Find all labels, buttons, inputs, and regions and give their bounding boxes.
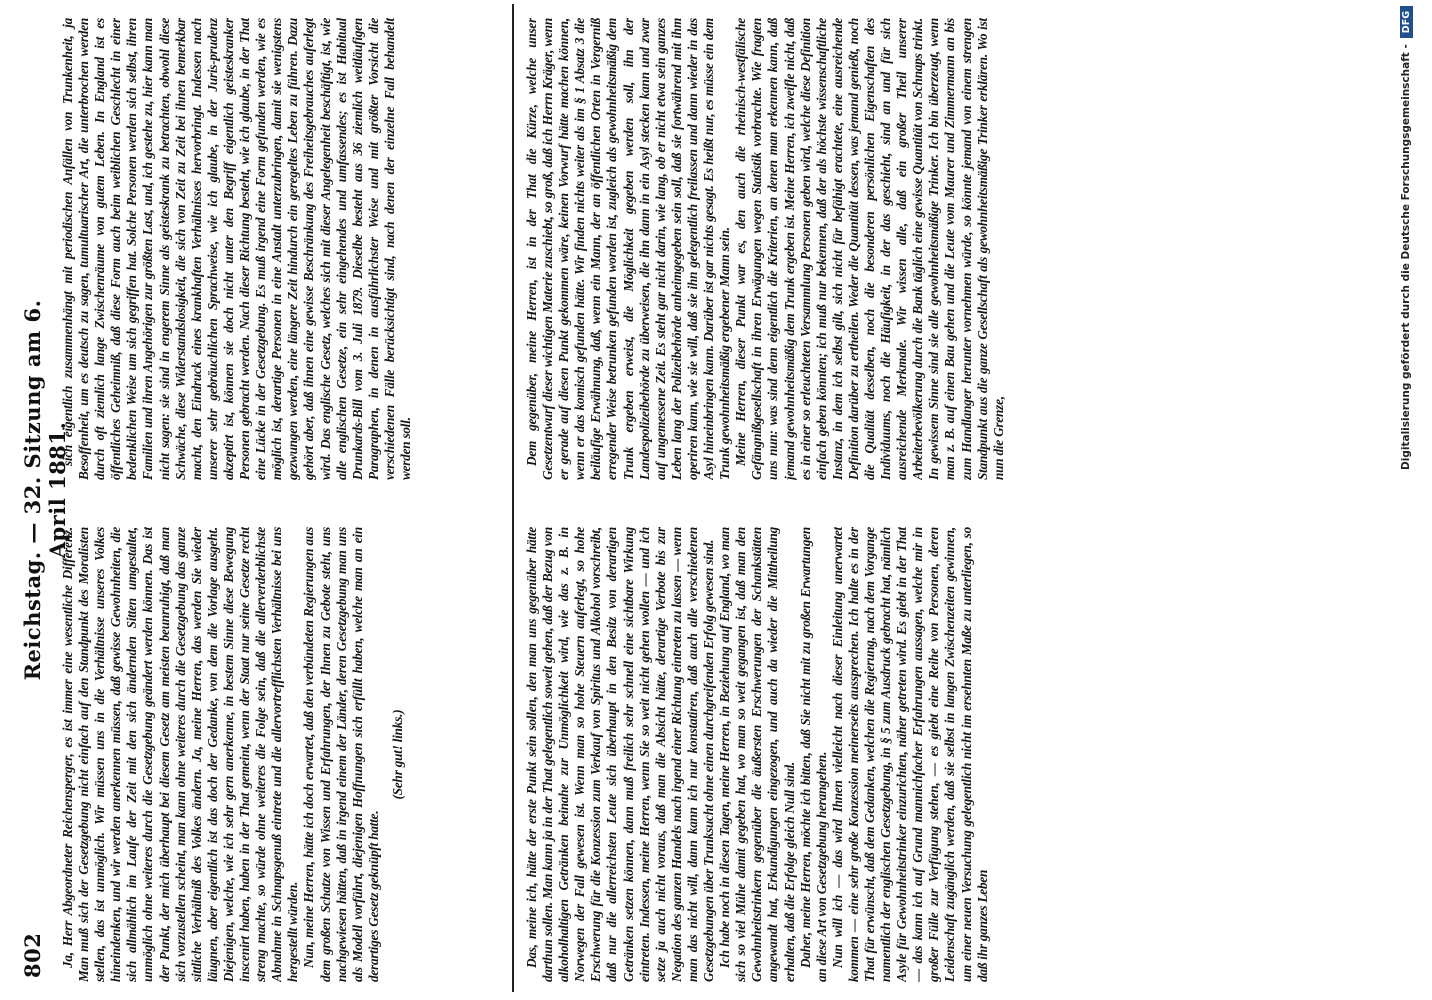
page-title: Reichstag. — 32. Sitzung am 6. April 1881. [20,299,70,681]
column-right-top [60,18,508,480]
page-header [8,10,70,990]
paragraph: Meine Herren, dieser Punkt war es, den auch die rheinisch-westfälische Gefängnißgesellschaft in ihren Erwägungen wegen Statistik vorbrachte. Wie fragten uns nun: was sind denn eigentlich die Kriterien, an denen man erkennen kann, daß jemand gewohnheitsmäßig dem Trunk ergeben ist. Meine Herren, ich zweifle nicht, daß es in einer so erleuchteten Versammlung Personen geben wird, welche diese Definition einfach geben könnten; ich muß nur bekennen, daß der als höchste wissenschaftliche Instanz, in dem ich selbst gilt, sich nicht für befähigt erachtete, eine ausreichende Definition darüber zu ertheilen. Weder die Quantität dessen, was jemand genießt, noch die Qualität desselben, noch die besonderen persönlichen Eigenschaften des Individuums, noch die Häufigkeit, in der das geschieht, sind an und für sich ausreichende Merkmale. Wir wissen alle, daß ein großer Theil unserer Arbeiterbevölkerung durch die Bank täglich eine gewisse Quantität von Schnaps trinkt. In gewissem Sinne sind sie alle gewohnheitsmäßige Trinker. Ich bin überzeugt, wenn man z. B. auf einen Bau gehen und die Leute vom Maurer und Zimmermann an bis zum Handlanger herunter vornehmen würde, so könnte jemand von einem strengen Standpunkt aus die ganze Gesellschaft als gewohnheitsmäßige Trinker erklären. Wo ist nun die Grenze, [733,18,1006,480]
paragraph: sich eigentlich zusammenhängt mit periodischen Anfällen von Trunkenheit, ja Besoffenheit, um es deutsch zu sagen, tumultuarischer Art, die unterbrochen werden durch oft ziemlich lange Zwischenräume von gutem Leben. In England ist es öffentliches Geheimniß, daß diese Form auch beim weiblichen Geschlecht in einer bedenklichen Weise um sich gegriffen hat. Solche Personen werden sich selbst, ihren Familien und ihren Angehörigen zur größten Last, und, ich gestehe zu, hier kann man nicht sagen: sie sind in engerem Sinne als geisteskrank zu betrachten, obwohl diese Schwäche, diese Widerstandslosigkeit, die sich von Zeit zu Zeit bei ihnen bemerkbar macht, den Eindruck eines krankhaften Verhältnisses hervorbringt. Indessen nach unserer sehr gebräuchlichen Sprachweise, wie ich glaube, in der Juris-prudenz akzeptirt ist, können sie doch nicht unter den Begriff eigentlich geisteskranker Personen gebracht werden. Nach dieser Richtung besteht, wie ich glaube, in der That eine Lücke in der Gesetzgebung. Es muß irgend eine Form gefunden werden, wie es möglich ist, derartige Personen in eine Anstalt unterzubringen, damit sie wenigstens gezwungen werden, eine längere Zeit hindurch ein geregeltes Leben zu führen. Dazu gehört aber, daß ihnen eine gewisse Beschränkung des Freiheitsgebrauches auferlegt wird. Das englische Gesetz, welches sich mit dieser Angelegenheit beschäftigt, ist, wie alle englischen Gesetze, ein sehr eingehendes und umfassendes; es ist Habitual Drunkards-Bill vom 3. Juli 1879. Dieselbe besteht aus 36 ziemlich weitläufigen Paragraphen, in denen in ausführlichster Weise und mit größter Vorsicht die verschiedenen Fälle berücksichtigt sind, nach denen der einzelne Fall behandelt werden soll. [60,18,413,480]
paragraph: Das, meine ich, hätte der erste Punkt sein sollen, den man uns gegenüber hätte darthun sollen. Man kann ja in der That gelegentlich soweit gehen, daß der Bezug von alkoholhaltigen Getränken beinahe zur Unmöglichkeit wird, wie das z. B. in Norwegen der Fall gewesen ist. Wenn man so hohe Steuern auferlegt, so hohe Erschwerung für die Konzession zum Verkauf von Spiritus und Alkohol vorschreibt, daß nur die allerreichsten Leute sich überhaupt in den Besitz von derartigen Getränken setzen können, dann muß freilich sehr schnell eine sichtbare Wirkung eintreten. Indessen, meine Herren, wenn Sie so weit nicht gehen wollen — und ich setze ja auch nicht voraus, daß man die Absicht hätte, derartige Verbote bis zur Negation des ganzen Handels nach irgend einer Richtung eintreten zu lassen — wenn man das nicht will, dann kann ich nur konstatiren, daß auch alle verschiedenen Gesetzgebungen über Trunksucht ohne einen durchgreifenden Erfolg gewesen sind. [524,527,717,982]
column-right-bottom [524,18,1384,480]
paragraph: Ja, Herr Abgeordneter Reichensperger, es ist immer eine wesentliche Differenz. Man muß sich der Gesetzgebung nicht einfach auf den Standpunkt des Moralisten stellen, das ist unmöglich. Wir müssen uns in die Verhältnisse unseres Volkes hineindenken, und wir werden anerkennen müssen, daß gewisse Gewohnheiten, die sich allmählich im Laufe der Zeit mit den sich ändernden Sitten umgestaltet, unmöglich ohne weiteres durch die Gesetzgebung geändert werden können. Das ist der Punkt, der mich überhaupt bei diesem Gesetz am meisten beunruhigt, daß man sich vorzustellen scheint, man kann ohne weiteres durch die Gesetzgebung das ganze sittliche Verhältniß des Volkes ändern. Ja, meine Herren, das werden Sie wieder läugnen, aber eigentlich ist das doch der Gedanke, von dem die Vorlage ausgeht. Diejenigen, welche, wie ich sehr gern anerkenne, in bestem Sinne diese Bewegung inscenirt haben, haben in der That gemeint, wenn der Staat nur seine Gesetze recht streng machte, so würde ohne weiteres die Folge sein, daß die allerverderblichste Abnahme in Schnapsgenuß eintrete und die allervortrefflichsten Verhältnisse bei uns hergestellt würden. [60,527,301,982]
paragraph: Daher, meine Herren, möchte ich bitten, daß Sie nicht mit zu großen Erwartungen an diese Art von Gesetzgebung herangehen. [797,527,829,982]
page-number: 802 [20,932,45,978]
paragraph: Dem gegenüber, meine Herren, ist in der That die Kürze, welche unser Gesetzentwurf dieser wichtigen Materie zuschiebt, so groß, daß ich Herrn Kräger, wenn er gerade auf diesen Punkt gekommen wäre, keinen Vorwurf hätte machen können, wenn er das komisch gefunden hätte. Wir finden nichts weiter als im § 1 Absatz 3 die beiläufige Erwähnung, daß, wenn ein Mann, der an öffentlichen Orten in Vergerniß erregender Weise betrunken gefunden worden ist, zugleich als gewohnheitsmäßig dem Trunk ergeben erweist, die Möglichkeit gegeben werden soll, ihn der Landespolizeibehörde zu überweisen, die ihn dann in ein Asyl stecken kann und zwar auf ungemessene Zeit. Es steht gar nicht darin, wie lang, ob er nicht etwa sein ganzes Leben lang der Polizeibehörde anheimgegeben sein soll, daß sie fortwährend mit ihm operiren kann, wie sie will, daß sie ihn gelegentlich freilassen und dann wieder in das Asyl hineinbringen kann. Darüber ist gar nichts gesagt. Es heißt nur, es müsse ein dem Trunk gewohnheitsmäßig ergebener Mann sein. [524,18,733,480]
interjection: (Sehr gut! links.) [389,709,405,800]
paragraph: Nun will ich — das wird Ihnen vielleicht nach dieser Einleitung unerwartet kommen — eine sehr große Konzession meinerseits aussprechen. Ich halte es in der That für erwünscht, daß dem Gedanken, welchen die Regierung, nach dem Vorgange namentlich der englischen Gesetzgebung, in § 5 zum Ausdruck gebracht hat, nämlich Asyle für Gewohnheitstrinker einzurichten, näher getreten wird. Es giebt in der That — das kann ich auf Grund mannichfacher Erfahrungen aussagen, welche mir in großer Fülle zur Verfügung stehen, — es giebt eine Reihe von Personen, deren Leidenschaft zugänglich werden, daß sie selbst in langen Zwischenzeiten gewinnen, um einer neuen Versuchung gelegentlich nicht im ersehnten Maße zu unterliegen, so daß ihr ganzes Leben [829,527,990,982]
credit-text: Digitalisierung gefördert durch die Deutsche Forschungsgemeinschaft - [1400,44,1412,470]
paragraph: Nun, meine Herren, hätte ich doch erwartet, daß den verbündeten Regierungen aus dem großen Schatze von Wissen und Erfahrungen, der Ihnen zu Gebote steht, uns nachgewiesen hätten, daß in irgend einem der Länder, deren Gesetzgebung man uns als Modell vorführt, diejenigen Hoffnungen sich erfüllt haben, welche man an ein derartiges Gesetz geknüpft hatte. [301,527,381,982]
column-left-top [60,527,508,982]
column-left-bottom [524,527,1314,982]
column-divider [512,4,514,992]
paragraph: Ich habe noch in diesen Tagen, meine Herren, in Beziehung auf England, wo man sich so viel Mühe damit gegeben hat, wo man so weit gegangen ist, daß man den Gewohnheitstrinkern gegenüber die äußersten Erschwerungen der Schankstätten angewandt hat, Erkundigungen eingezogen, und auch da wieder die Mittheilung erhalten, daß die Erfolge gleich Null sind. [717,527,797,982]
dfg-logo: DFG [1400,6,1413,38]
digitization-credit [1400,6,1428,996]
